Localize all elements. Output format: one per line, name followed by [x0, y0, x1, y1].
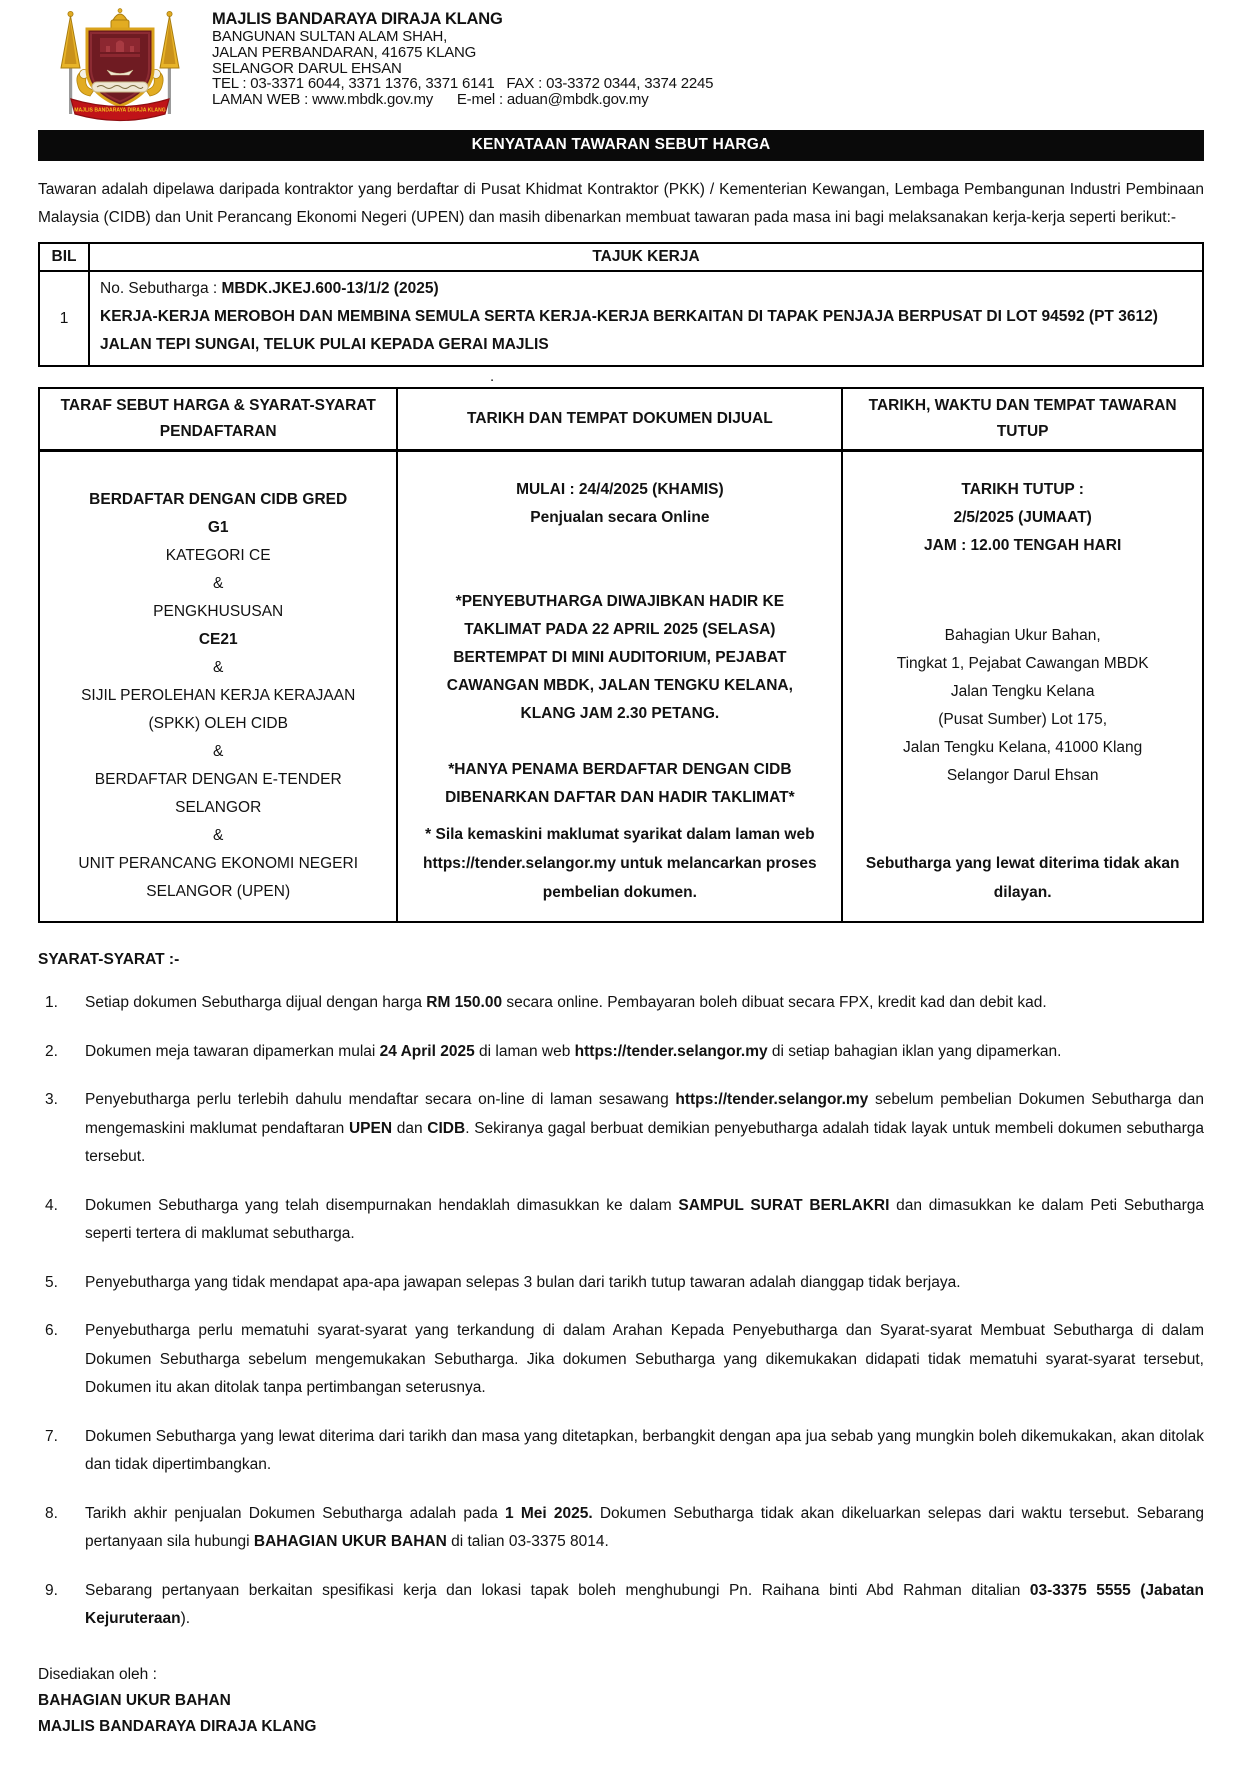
list-item	[38, 1500, 1204, 1557]
quotation-ref-label: No. Sebutharga :	[100, 280, 222, 297]
conditions-heading: SYARAT-SYARAT :-	[38, 951, 180, 968]
closing-details: TARIKH TUTUP : 2/5/2025 (JUMAAT) JAM : 12.00 TENGAH HARI Bahagian Ukur Bahan, Tingkat 1, Pejabat Cawangan MBDK Jalan Tengku Kelana (Pusat Sumber) Lot 175, Jalan Tengku Kelana, 41000 Klang Selangor Darul Ehsan	[896, 481, 1149, 784]
intro-paragraph: Tawaran adalah dipelawa daripada kontraktor yang berdaftar di Pusat Khidmat Kontraktor (PKK) / Kementerian Kewangan, Lembaga Pembangunan Industri Pembinaan Malaysia (CIDB) dan Unit Perancang Ekonomi Negeri (UPEN) dan masih dibenarkan membuat tawaran pada masa ini bagi melaksanakan kerja-kerja seperti berikut:-	[38, 181, 1204, 226]
list-item	[38, 1192, 1204, 1249]
closing-info-cell	[842, 451, 1203, 923]
condition-number: 9.	[45, 1581, 58, 1599]
crest-ribbon-text: MAJLIS BANDARAYA DIRAJA KLANG	[74, 107, 166, 114]
document-sale-cell	[397, 451, 842, 923]
list-item	[38, 989, 1204, 1018]
list-item	[38, 1423, 1204, 1480]
info-header-tarikh-dokumen: TARIKH DAN TEMPAT DOKUMEN DIJUAL	[397, 388, 842, 451]
letterhead	[38, 6, 1204, 122]
letterhead-text	[212, 6, 713, 108]
condition-text: Penyebutharga perlu terlebih dahulu mendaftar secara on-line di laman sesawang https://tender.selangor.my sebelum pembelian Dokumen Sebutharga dan mengemaskini maklumat pendaftaran UPEN dan CIDB. Sekiranya gagal berbuat demikian penyebutharga adalah tidak layak untuk membeli dokumen sebutharga tersebut.	[85, 1091, 1205, 1165]
list-item	[38, 1269, 1204, 1298]
condition-text: Dokumen Sebutharga yang telah disempurnakan hendaklah dimasukkan ke dalam SAMPUL SURAT BERLAKRI dan dimasukkan ke dalam Peti Sebutharga seperti tertera di maklumat sebutharga.	[85, 1196, 1204, 1242]
condition-text: Tarikh akhir penjualan Dokumen Sebutharga adalah pada 1 Mei 2025. Dokumen Sebutharga tidak akan dikeluarkan selepas dari waktu tersebut. Sebarang pertanyaan sila hubungi BAHAGIAN UKUR BAHAN di talian 03-3375 8014.	[85, 1504, 1204, 1550]
list-item	[38, 1577, 1204, 1634]
document-sale-details: MULAI : 24/4/2025 (KHAMIS) Penjualan secara Online *PENYEBUTHARGA DIWAJIBKAN HADIR KE TAKLIMAT PADA 22 APRIL 2025 (SELASA) BERTEMPAT DI MINI AUDITORIUM, PEJABAT CAWANGAN MBDK, JALAN TENGKU KELANA, KLANG JAM 2.30 PETANG. *HANYA PENAMA BERDAFTAR DENGAN CIDB DIBENARKAN DAFTAR DAN HADIR TAKLIMAT*	[445, 481, 795, 806]
condition-text: Dokumen meja tawaran dipamerkan mulai 24 April 2025 di laman web https://tender.selangor.my di setiap bahagian iklan yang dipamerkan.	[85, 1042, 1062, 1060]
table-row	[39, 271, 1203, 366]
condition-number: 6.	[45, 1322, 58, 1339]
condition-number: 2.	[45, 1042, 58, 1060]
prepared-by-block	[38, 1662, 1204, 1740]
condition-text: Dokumen Sebutharga yang lewat diterima dari tarikh dan masa yang ditetapkan, berbangkit dengan apa jua sebab yang mungkin boleh dikemukakan, akan ditolak dan tidak dipertimbangkan.	[85, 1427, 1204, 1473]
quotation-ref-number: MBDK.JKEJ.600-13/1/2 (2025)	[221, 280, 439, 297]
separator-dot: .	[490, 368, 495, 385]
condition-text: Penyebutharga perlu mematuhi syarat-syarat yang terkandung di dalam Arahan Kepada Penyebutharga dan Syarat-syarat Membuat Sebutharga di dalam Dokumen Sebutharga sebelum mengemukakan Sebutharga. Jika dokumen Sebutharga yang dikemukakan didapati tidak mematuhi syarat-syarat tersebut, Dokumen itu akan ditolak tanpa pertimbangan seterusnya.	[85, 1322, 1204, 1396]
work-table	[38, 242, 1204, 367]
condition-number: 8.	[45, 1504, 58, 1522]
work-table-header-tajuk: TAJUK KERJA	[89, 243, 1203, 271]
quotation-info-table	[38, 387, 1204, 923]
work-title: KERJA-KERJA MEROBOH DAN MEMBINA SEMULA SERTA KERJA-KERJA BERKAITAN DI TAPAK PENJAJA BERPUSAT DI LOT 94592 (PT 3612) JALAN TEPI SUNGAI, TELUK PULAI KEPADA GERAI MAJLIS	[100, 308, 1158, 353]
info-header-tawaran-tutup: TARIKH, WAKTU DAN TEMPAT TAWARAN TUTUP	[842, 388, 1203, 451]
condition-number: 1.	[45, 994, 58, 1011]
list-item	[38, 1086, 1204, 1172]
late-submission-note: Sebutharga yang lewat diterima tidak akan dilayan.	[865, 855, 1180, 901]
list-item	[38, 1038, 1204, 1067]
condition-text: Sebarang pertanyaan berkaitan spesifikasi kerja dan lokasi tapak boleh menghubungi Pn. Raihana binti Abd Rahman ditalian 03-3375 5555 (Jabatan Kejuruteraan).	[85, 1581, 1204, 1627]
document-sale-note: * Sila kemaskini maklumat syarikat dalam laman web https://tender.selangor.my untuk melancarkan proses pembelian dokumen.	[423, 826, 817, 901]
org-address: BANGUNAN SULTAN ALAM SHAH, JALAN PERBANDARAN, 41675 KLANG SELANGOR DARUL EHSAN TEL : 03-3371 6044, 3371 1376, 3371 6141 FAX : 03-3372 0344, 3374 2245 LAMAN WEB : www.mbdk.gov.my E-mel : aduan@mbdk.gov.my	[212, 28, 714, 109]
registration-requirements-cell: BERDAFTAR DENGAN CIDB GRED G1 KATEGORI CE & PENGKHUSUSAN CE21 & SIJIL PEROLEHAN KERJA KERAJAAN (SPKK) OLEH CIDB & BERDAFTAR DENGAN E-TENDER SELANGOR & UNIT PERANCANG EKONOMI NEGERI SELANGOR (UPEN)	[39, 451, 397, 923]
notice-title-banner	[38, 130, 1204, 161]
condition-number: 4.	[45, 1196, 58, 1214]
condition-text: Setiap dokumen Sebutharga dijual dengan harga RM 150.00 secara online. Pembayaran boleh dibuat secara FPX, kredit kad dan debit kad.	[85, 994, 1047, 1011]
work-row-number: 1	[39, 271, 89, 366]
prepared-by-org: MAJLIS BANDARAYA DIRAJA KLANG	[38, 1717, 317, 1735]
condition-number: 5.	[45, 1273, 58, 1291]
condition-text: Penyebutharga yang tidak mendapat apa-apa jawapan selepas 3 bulan dari tarikh tutup tawaran adalah dianggap tidak berjaya.	[85, 1273, 961, 1291]
condition-number: 7.	[45, 1427, 58, 1445]
info-header-taraf: TARAF SEBUT HARGA & SYARAT-SYARAT PENDAFTARAN	[39, 388, 397, 451]
prepared-by-label: Disediakan oleh :	[38, 1665, 157, 1683]
prepared-by-dept: BAHAGIAN UKUR BAHAN	[38, 1691, 231, 1709]
notice-title: KENYATAAN TAWARAN SEBUT HARGA	[471, 136, 771, 153]
work-row-details	[89, 271, 1203, 366]
list-item	[38, 1317, 1204, 1403]
condition-number: 3.	[45, 1091, 58, 1108]
org-name: MAJLIS BANDARAYA DIRAJA KLANG	[212, 10, 503, 28]
quotation-ref-line	[100, 275, 1192, 303]
work-table-header-bil: BIL	[39, 243, 89, 271]
mbdk-crest-logo	[54, 8, 186, 122]
table-row	[39, 451, 1203, 923]
